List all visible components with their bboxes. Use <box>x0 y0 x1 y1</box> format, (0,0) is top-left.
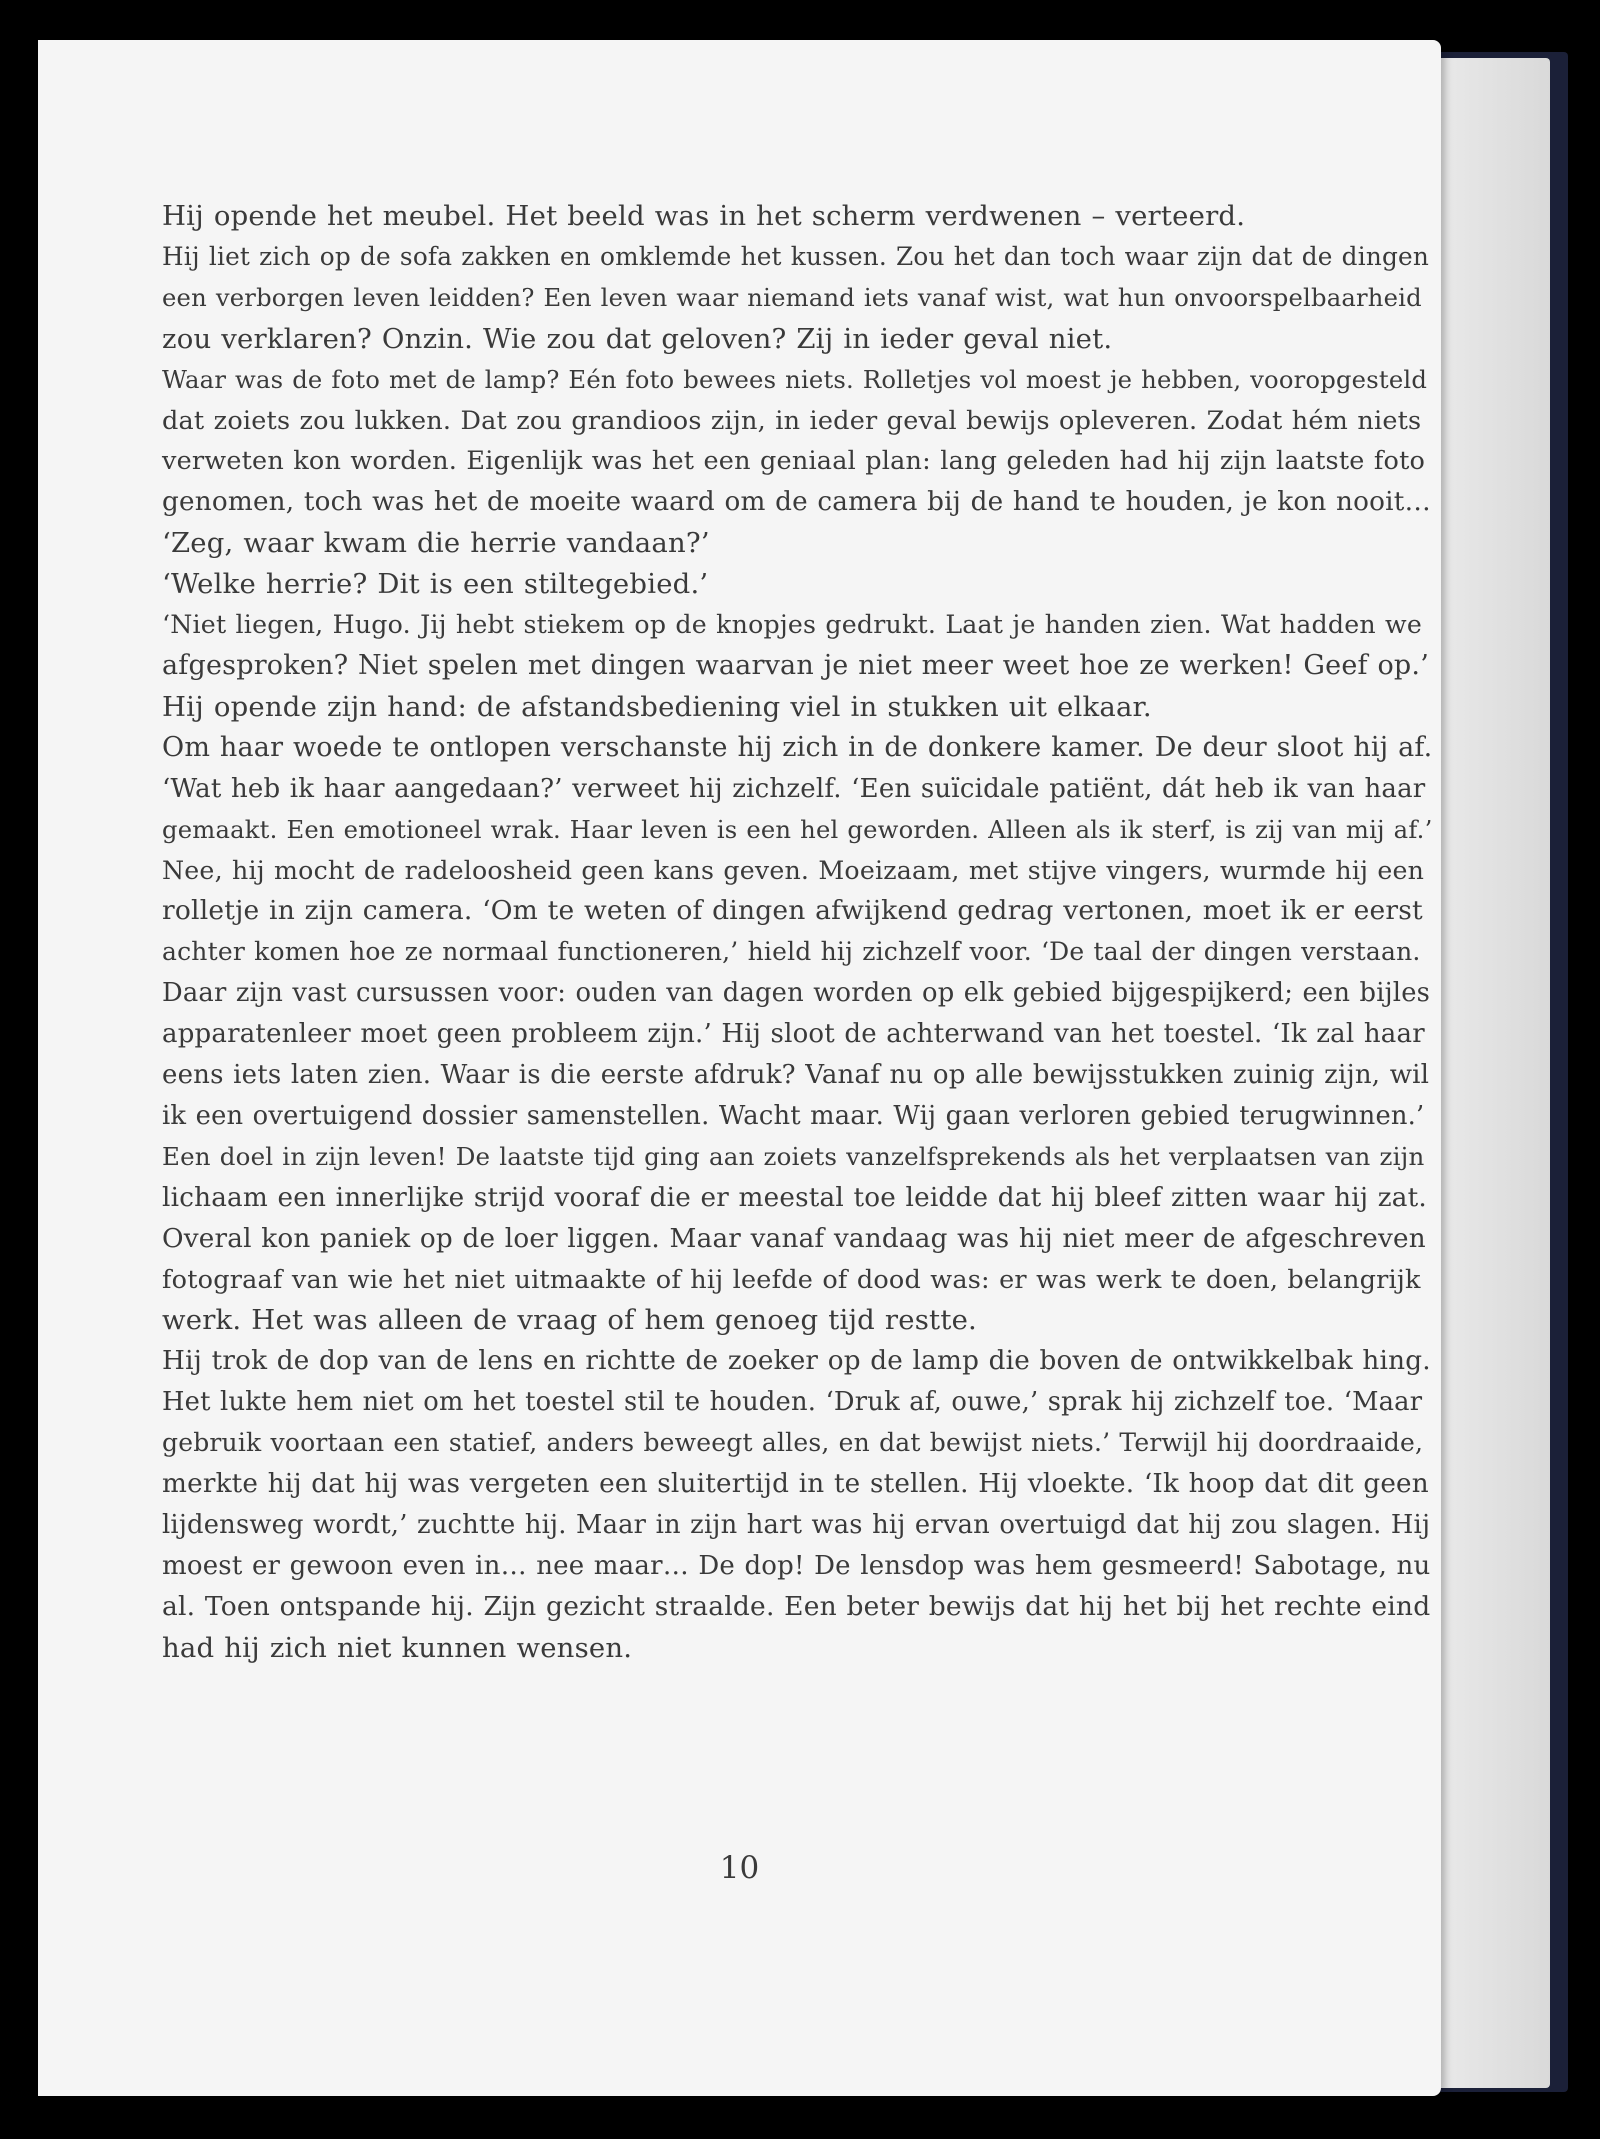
text-line: genomen, toch was het de moeite waard om de camera bij de hand te houden, je kon nooit… <box>162 487 1431 518</box>
text-line: een verborgen leven leidden? Een leven waar niemand iets vanaf wist, wat hun onvoorspelbaarheid <box>162 282 1422 312</box>
text-line: gebruik voortaan een statief, anders beweegt alles, en dat bewijst niets.’ Terwijl hij doordraaide, <box>162 1428 1424 1458</box>
page-number: 10 <box>719 1850 760 1886</box>
text-line: merkte hij dat hij was vergeten een sluitertijd in te stellen. Hij vloekte. ‘Ik hoop dat dit geen <box>162 1469 1429 1500</box>
text-line: eens iets laten zien. Waar is die eerste afdruk? Vanaf nu op alle bewijsstukken zuinig zijn, wil <box>162 1060 1430 1091</box>
text-line: verweten kon worden. Eigenlijk was het een geniaal plan: lang geleden had hij zijn laatste foto <box>162 446 1426 477</box>
text-line: gemaakt. Een emotioneel wrak. Haar leven is een hel geworden. Alleen als ik sterf, is zij van mij af.’ <box>162 814 1433 844</box>
text-line: ‘Zeg, waar kwam die herrie vandaan?’ <box>162 527 710 560</box>
text-line: Overal kon paniek op de loer liggen. Maar vanaf vandaag was hij niet meer de afgeschreven <box>162 1223 1426 1254</box>
text-line: rolletje in zijn camera. ‘Om te weten of dingen afwijkend gedrag vertonen, moet ik er eerst <box>162 895 1423 927</box>
text-line: lijdensweg wordt,’ zuchtte hij. Maar in zijn hart was hij ervan overtuigd dat hij zou slagen. Hij <box>162 1510 1431 1540</box>
text-line: dat zoiets zou lukken. Dat zou grandioos zijn, in ieder geval bewijs opleveren. Zodat hém niets <box>162 405 1422 436</box>
text-line: werk. Het was alleen de vraag of hem genoeg tijd restte. <box>162 1304 977 1337</box>
text-line: Om haar woede te ontlopen verschanste hij zich in de donkere kamer. De deur sloot hij af. <box>162 731 1433 763</box>
text-line: zou verklaren? Onzin. Wie zou dat geloven? Zij in ieder geval niet. <box>162 322 1113 355</box>
text-line: apparatenleer moet geen probleem zijn.’ Hij sloot de achterwand van het toestel. ‘Ik zal haar <box>162 1019 1425 1050</box>
text-line: Een doel in zijn leven! De laatste tijd ging aan zoiets vanzelfsprekends als het verplaatsen van zijn <box>162 1141 1425 1171</box>
book-page <box>38 40 1441 2096</box>
text-line: had hij zich niet kunnen wensen. <box>162 1631 633 1664</box>
text-line: afgesproken? Niet spelen met dingen waarvan je niet meer weet hoe ze werken! Geef op.’ <box>162 649 1429 681</box>
text-line: ik een overtuigend dossier samenstellen. Wacht maar. Wij gaan verloren gebied terugwinnen.’ <box>162 1100 1425 1131</box>
text-line: Nee, hij mocht de radeloosheid geen kans geven. Moeizaam, met stijve vingers, wurmde hij een <box>162 855 1425 885</box>
text-line: Waar was de foto met de lamp? Eén foto bewees niets. Rolletjes vol moest je hebben, vooropgesteld <box>162 364 1428 394</box>
text-line: Het lukte hem niet om het toestel stil te houden. ‘Druk af, ouwe,’ sprak hij zichzelf toe. ‘Maar <box>162 1387 1423 1418</box>
text-line: achter komen hoe ze normaal functioneren,’ hield hij zichzelf voor. ‘De taal der dingen verstaan. <box>162 937 1421 967</box>
text-line: Hij opende zijn hand: de afstandsbediening viel in stukken uit elkaar. <box>162 690 1152 723</box>
text-line: ‘Niet liegen, Hugo. Jij hebt stiekem op de knopjes gedrukt. Laat je handen zien. Wat hadden we <box>162 610 1422 640</box>
text-line: Hij trok de dop van de lens en richtte de zoeker op de lamp die boven de ontwikkelbak hing. <box>162 1346 1431 1377</box>
body-text <box>162 196 1432 1669</box>
text-line: ‘Welke herrie? Dit is een stiltegebied.’ <box>162 568 709 601</box>
text-line: fotograaf van wie het niet uitmaakte of hij leefde of dood was: er was werk te doen, belangrijk <box>162 1264 1421 1295</box>
text-line: ‘Wat heb ik haar aangedaan?’ verweet hij zichzelf. ‘Een suïcidale patiënt, dát heb ik van haar <box>162 773 1426 804</box>
text-line: al. Toen ontspande hij. Zijn gezicht straalde. Een beter bewijs dat hij het bij het rechte eind <box>162 1590 1431 1622</box>
text-line: lichaam een innerlijke strijd vooraf die er meestal toe leidde dat hij bleef zitten waar hij zat. <box>162 1182 1427 1213</box>
text-line: Hij liet zich op de sofa zakken en omklemde het kussen. Zou het dan toch waar zijn dat de dingen <box>162 241 1429 271</box>
text-line: Hij opende het meubel. Het beeld was in het scherm verdwenen – verteerd. <box>162 200 1246 232</box>
text-line: moest er gewoon even in… nee maar… De dop! De lensdop was hem gesmeerd! Sabotage, nu <box>162 1550 1431 1581</box>
text-line: Daar zijn vast cursussen voor: ouden van dagen worden op elk gebied bijgespijkerd; een bijles <box>162 978 1431 1009</box>
